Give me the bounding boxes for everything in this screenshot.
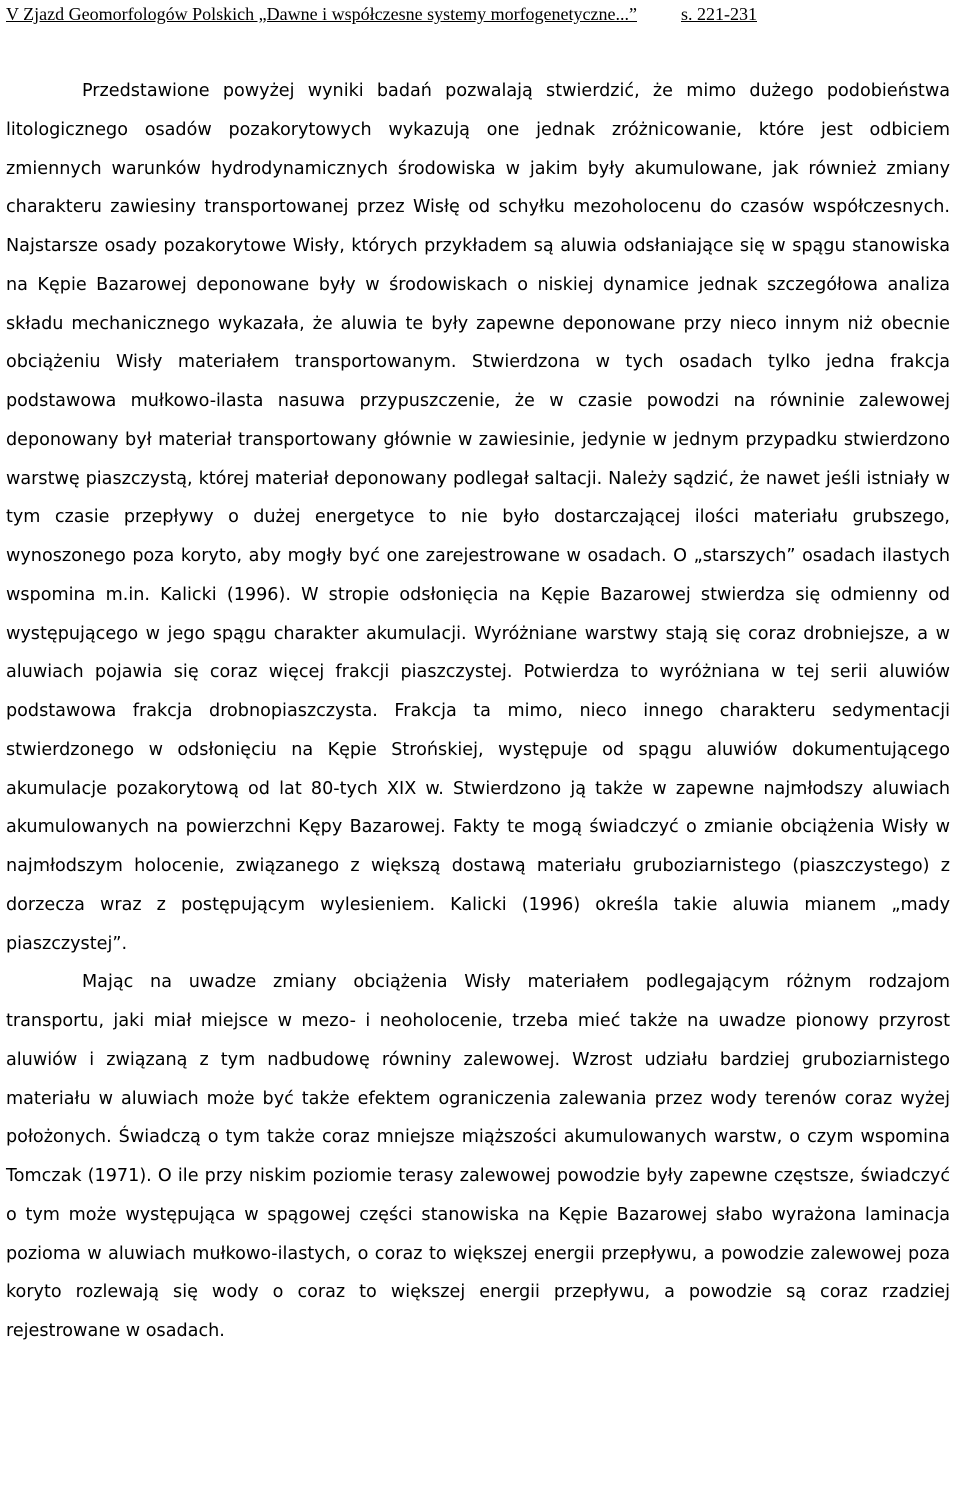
paragraph-1: Przedstawione powyżej wyniki badań pozwalają stwierdzić, że mimo dużego podobieństwa litologicznego osadów pozakorytowych wykazują one jednak zróżnicowanie, które jest odbiciem zmiennych warunków hydrodynamicznych środowiska w jakim były akumulowane, jak również zmiany charakteru zawiesiny transportowanej przez Wisłę od schyłku mezoholocenu do czasów współczesnych. Najstarsze osady pozakorytowe Wisły, których przykładem są aluwia odsłaniające się w spągu stanowiska na Kępie Bazarowej deponowane były w środowiskach o niskiej dynamice jednak szczegółowa analiza składu mechanicznego wykazała, że aluwia te były zapewne deponowane przy nieco innym niż obecnie obciążeniu Wisły materiałem transportowanym. Stwierdzona w tych osadach tylko jedna frakcja podstawowa mułkowo-ilasta nasuwa przypuszczenie, że w czasie powodzi na równinie zalewowej deponowany był materiał transportowany głównie w zawiesinie, jedynie w jednym przypadku stwierdzono warstwę piaszczystą, której materiał deponowany podlegał saltacji. Należy sądzić, że nawet jeśli istniały w tym czasie przepływy o dużej energetyce to nie było dostarczającej ilości materiału grubszego, wynoszonego poza koryto, aby mogły być one zarejestrowane w osadach. O „starszych” osadach ilastych wspomina m.in. Kalicki (1996). W stropie odsłonięcia na Kępie Bazarowej stwierdza się odmienny od występującego w jego spągu charakter akumulacji. Wyróżniane warstwy stają się coraz drobniejsze, a w aluwiach pojawia się coraz więcej frakcji piaszczystej. Potwierdza to wyróżniana w tej serii aluwiów podstawowa frakcja drobnopiaszczysta. Frakcja ta mimo, nieco innego charakteru sedymentacji stwierdzonego w odsłonięciu na Kępie Strońskiej, występuje od spągu aluwiów dokumentującego akumulacje pozakorytową od lat 80-tych XIX w. Stwierdzono ją także w zapewne najmłodszy aluwiach akumulowanych na powierzchni Kępy Bazarowej. Fakty te mogą świadczyć o zmianie obciążenia Wisły w najmłodszym holocenie, związanego z większą dostawą materiału gruboziarnistego (piaszczystego) z dorzecza wraz z postępującym wylesieniem. Kalicki (1996) określa takie aluwia mianem „mady piaszczystej”. — [6, 81, 950, 954]
header-pages: s. 221-231 — [681, 4, 757, 24]
header-source: V Zjazd Geomorfologów Polskich „Dawne i współczesne systemy morfogenetyczne...” — [6, 4, 637, 24]
running-header — [6, 3, 950, 27]
paragraph-2: Mając na uwadze zmiany obciążenia Wisły materiałem podlegającym różnym rodzajom transportu, jaki miał miejsce w mezo- i neoholocenie, trzeba mieć także na uwadze pionowy przyrost aluwiów i związaną z tym nadbudowę równiny zalewowej. Wzrost udziału bardziej gruboziarnistego materiału w aluwiach może być także efektem ograniczenia zalewania przez wody terenów coraz wyżej położonych. Świadczą o tym także coraz mniejsze miąższości akumulowanych warstw, o czym wspomina Tomczak (1971). O ile przy niskim poziomie terasy zalewowej powodzie były zapewne częstsze, świadczyć o tym może występująca w spągowej części stanowiska na Kępie Bazarowej słabo wyrażona laminacja pozioma w aluwiach mułkowo-ilastych, o coraz to większej energii przepływu, a powodzie zalewowej poza koryto rozlewają się wody o coraz to większej energii przepływu, a powodzie są coraz rzadziej rejestrowane w osadach. — [6, 972, 950, 1341]
body-text — [6, 72, 950, 1351]
